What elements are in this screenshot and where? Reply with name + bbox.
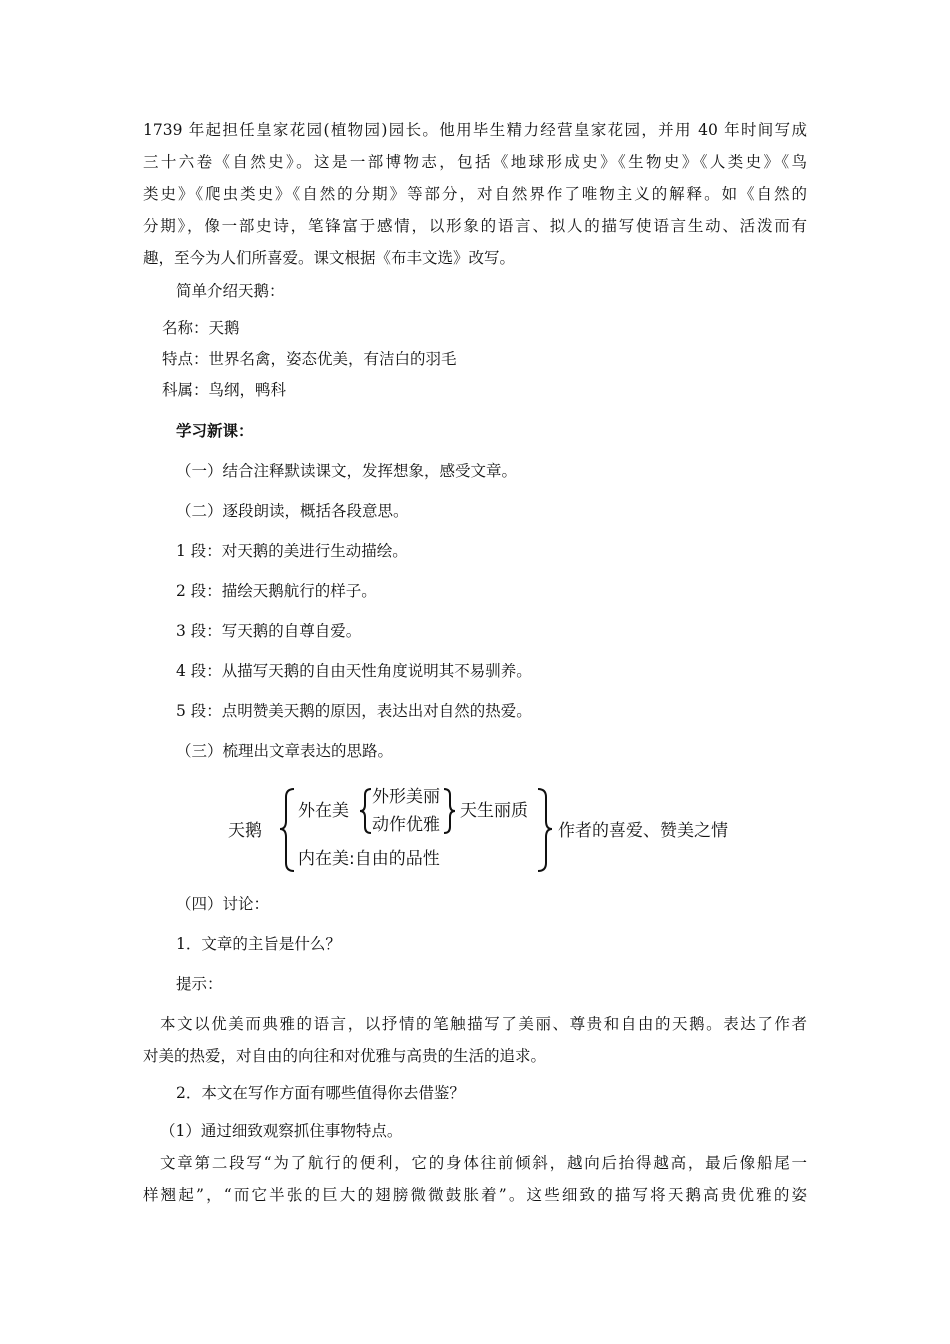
- swan-intro-heading: 简单介绍天鹅：: [176, 282, 285, 300]
- step-3: （三）梳理出文章表达的思路。: [176, 742, 394, 760]
- structure-diagram: [228, 783, 768, 883]
- point-1: （1）通过细致观察抓住事物特点。: [160, 1122, 403, 1140]
- swan-name: 名称：天鹅: [162, 319, 240, 337]
- paragraph-summary: 5 段：点明赞美天鹅的原因，表达出对自然的热爱。: [176, 702, 532, 720]
- diagram-root: 天鹅: [228, 821, 262, 841]
- diagram-appearance: 外形美丽: [372, 787, 440, 807]
- point-1-line-2: 样翘起”，“而它半张的巨大的翅膀微微鼓胀着”。这些细致的描写将天鹅高贵优雅的姿: [143, 1186, 807, 1204]
- hint-label: 提示：: [176, 975, 223, 993]
- diagram-inner-beauty: 内在美:自由的品性: [298, 849, 440, 869]
- intro-line-1: 1739 年起担任皇家花园(植物园)园长。他用毕生精力经营皇家花园，并用 40 年时间写成: [143, 121, 807, 139]
- question-1: 1．文章的主旨是什么？: [176, 935, 341, 953]
- paragraph-summary: 2 段：描绘天鹅航行的样子。: [176, 582, 377, 600]
- paragraph-summary: 3 段：写天鹅的自尊自爱。: [176, 622, 362, 640]
- point-1-line-1: 文章第二段写“为了航行的便利，它的身体往前倾斜，越向后抬得越高，最后像船尾一: [160, 1154, 807, 1172]
- intro-line-2: 三十六卷《自然史》。这是一部博物志，包括《地球形成史》《生物史》《人类史》《鸟: [143, 153, 807, 171]
- question-2: 2．本文在写作方面有哪些值得你去借鉴？: [176, 1084, 465, 1102]
- diagram-motion: 动作优雅: [372, 815, 440, 835]
- swan-family: 科属：鸟纲，鸭科: [162, 381, 287, 399]
- answer-1-line-1: 本文以优美而典雅的语言，以抒情的笔触描写了美丽、尊贵和自由的天鹅。表达了作者: [160, 1015, 807, 1033]
- intro-line-3: 类史》《爬虫类史》《自然的分期》等部分，对自然界作了唯物主义的解释。如《自然的: [143, 185, 807, 203]
- paragraph-summary: 4 段：从描写天鹅的自由天性角度说明其不易驯养。: [176, 662, 532, 680]
- diagram-conclusion: 作者的喜爱、赞美之情: [558, 821, 728, 841]
- diagram-inborn: 天生丽质: [460, 801, 528, 821]
- new-lesson-heading: 学习新课：: [176, 422, 254, 440]
- discussion-heading: （四）讨论：: [176, 895, 270, 913]
- answer-1-line-2: 对美的热爱，对自由的向往和对优雅与高贵的生活的追求。: [143, 1047, 547, 1065]
- swan-features: 特点：世界名禽，姿态优美，有洁白的羽毛: [162, 350, 457, 368]
- intro-line-5: 趣，至今为人们所喜爱。课文根据《布丰文选》改写。: [143, 249, 516, 267]
- diagram-outer-beauty: 外在美: [298, 801, 349, 821]
- paragraph-summary: 1 段：对天鹅的美进行生动描绘。: [176, 542, 408, 560]
- step-2: （二）逐段朗读，概括各段意思。: [176, 502, 409, 520]
- step-1: （一）结合注释默读课文，发挥想象，感受文章。: [176, 462, 518, 480]
- intro-line-4: 分期》，像一部史诗，笔锋富于感情，以形象的语言、拟人的描写使语言生动、活泼而有: [143, 217, 807, 235]
